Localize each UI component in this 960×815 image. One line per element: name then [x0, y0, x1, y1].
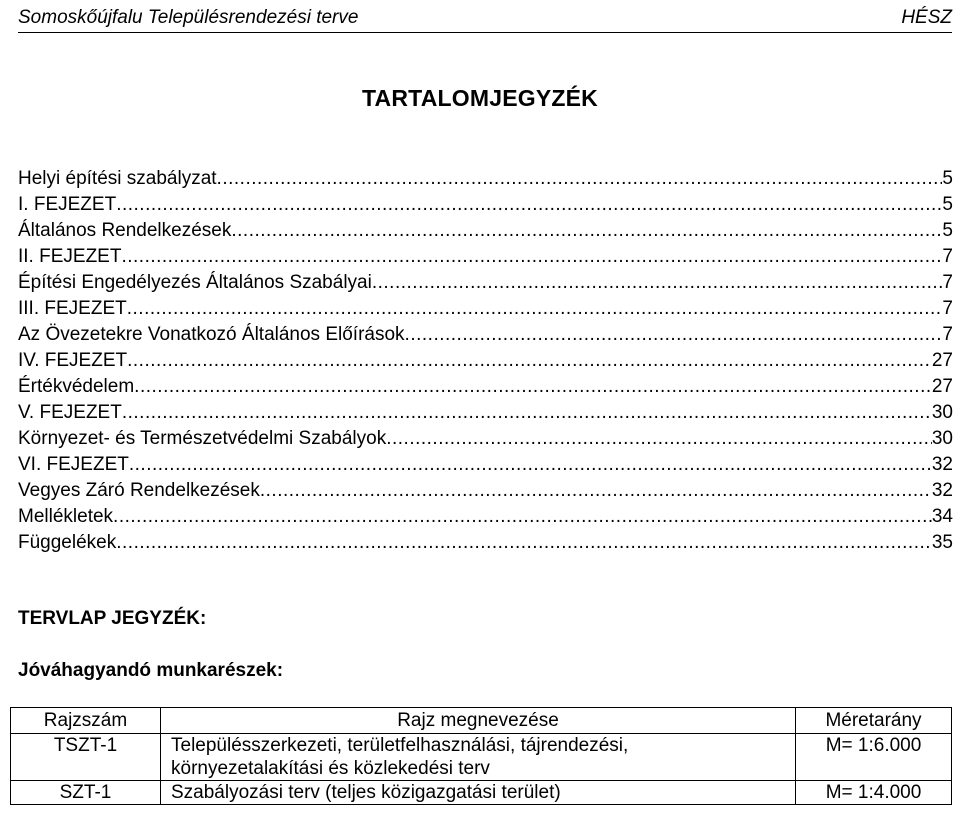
toc-page-number: 7: [942, 272, 953, 293]
toc-page-number: 5: [942, 220, 953, 241]
page-title: TARTALOMJEGYZÉK: [362, 85, 598, 111]
toc-page-number: 5: [942, 168, 953, 189]
toc-entry-fejezet-3[interactable]: [18, 296, 953, 322]
toc-leader-dots: [113, 504, 932, 530]
toc-entry-text: Értékvédelem: [18, 376, 135, 397]
column-header-drawing-name: Rajz megnevezése: [161, 708, 796, 734]
toc-entry-fejezet-1[interactable]: [18, 192, 953, 218]
running-header: [18, 4, 952, 33]
toc-leader-dots: [121, 244, 942, 270]
drawing-name-line: környezetalakítási és közlekedési terv: [171, 758, 490, 779]
toc-page-number: 7: [942, 246, 953, 267]
toc-leader-dots: [386, 426, 932, 452]
toc-leader-dots: [134, 374, 932, 400]
toc-leader-dots: [231, 218, 942, 244]
toc-entry-text: Függelékek: [18, 532, 117, 553]
toc-entry-text: Vegyes Záró Rendelkezések: [18, 480, 260, 501]
plans-list-heading: TERVLAP JEGYZÉK:: [18, 608, 207, 629]
toc-entry-text: VI. FEJEZET: [18, 454, 129, 475]
table-of-contents: [18, 166, 953, 556]
toc-entry-helyi-epitesi-szabalyzat[interactable]: [18, 166, 953, 192]
column-header-drawing-number: Rajzszám: [11, 708, 161, 734]
toc-entry-ovezetekre-vonatkozo-eloirasok[interactable]: [18, 322, 953, 348]
toc-page-number: 32: [931, 454, 953, 475]
toc-leader-dots: [405, 322, 943, 348]
toc-leader-dots: [372, 270, 943, 296]
header-document-code: HÉSZ: [901, 7, 952, 28]
toc-page-number: 5: [942, 194, 953, 215]
toc-entry-text: Mellékletek: [18, 506, 114, 527]
toc-entry-text: V. FEJEZET: [18, 402, 122, 423]
toc-entry-kornyezet-es-termeszetvedelem[interactable]: [18, 426, 953, 452]
toc-leader-dots: [116, 192, 942, 218]
column-header-scale: Méretarány: [796, 708, 952, 734]
toc-leader-dots: [116, 530, 932, 556]
toc-entry-fuggelekek[interactable]: [18, 530, 953, 556]
toc-leader-dots: [129, 452, 932, 478]
toc-page-number: 30: [931, 428, 953, 449]
drawing-scale-cell: M= 1:6.000: [796, 734, 952, 781]
toc-page-number: 30: [931, 402, 953, 423]
toc-entry-altalanos-rendelkezesek[interactable]: [18, 218, 953, 244]
drawing-name-line: Településszerkezeti, területfelhasználási, tájrendezési,: [171, 735, 629, 756]
toc-entry-text: II. FEJEZET: [18, 246, 122, 267]
toc-entry-vegyes-zaro-rendelkezesek[interactable]: [18, 478, 953, 504]
toc-page-number: 7: [942, 324, 953, 345]
drawing-name-cell: [161, 734, 796, 781]
toc-page-number: 34: [931, 506, 953, 527]
toc-leader-dots: [127, 348, 932, 374]
toc-entry-epitesi-engedelyezes[interactable]: [18, 270, 953, 296]
header-document-title: Somoskőújfalu Településrendezési terve: [18, 7, 359, 28]
toc-entry-mellekletek[interactable]: [18, 504, 953, 530]
toc-entry-text: III. FEJEZET: [18, 298, 127, 319]
drawing-number-cell: SZT-1: [11, 781, 161, 805]
toc-entry-ertekvedelem[interactable]: [18, 374, 953, 400]
toc-entry-text: I. FEJEZET: [18, 194, 117, 215]
toc-leader-dots: [260, 478, 932, 504]
table-header-row: [11, 708, 952, 734]
drawing-name-cell: Szabályozási terv (teljes közigazgatási terület): [161, 781, 796, 805]
toc-entry-text: Általános Rendelkezések: [18, 220, 232, 241]
approval-subheading: Jóváhagyandó munkarészek:: [18, 660, 284, 681]
toc-entry-fejezet-5[interactable]: [18, 400, 953, 426]
toc-leader-dots: [122, 400, 932, 426]
toc-entry-text: Környezet- és Természetvédelmi Szabályok: [18, 428, 387, 449]
drawing-number-cell: TSZT-1: [11, 734, 161, 781]
toc-entry-text: Építési Engedélyezés Általános Szabályai: [18, 272, 372, 293]
toc-page-number: 27: [931, 350, 953, 371]
toc-leader-dots: [217, 166, 943, 192]
toc-leader-dots: [127, 296, 943, 322]
drawing-scale-cell: M= 1:4.000: [796, 781, 952, 805]
toc-entry-fejezet-2[interactable]: [18, 244, 953, 270]
toc-page-number: 32: [931, 480, 953, 501]
toc-entry-text: IV. FEJEZET: [18, 350, 128, 371]
plans-table: [10, 707, 952, 805]
toc-entry-text: Helyi építési szabályzat: [18, 168, 217, 189]
toc-page-number: 7: [942, 298, 953, 319]
table-row: [11, 734, 952, 781]
toc-entry-text: Az Övezetekre Vonatkozó Általános Előírások: [18, 324, 405, 345]
table-row: [11, 781, 952, 805]
toc-entry-fejezet-6[interactable]: [18, 452, 953, 478]
toc-page-number: 27: [931, 376, 953, 397]
toc-entry-fejezet-4[interactable]: [18, 348, 953, 374]
toc-page-number: 35: [931, 532, 953, 553]
